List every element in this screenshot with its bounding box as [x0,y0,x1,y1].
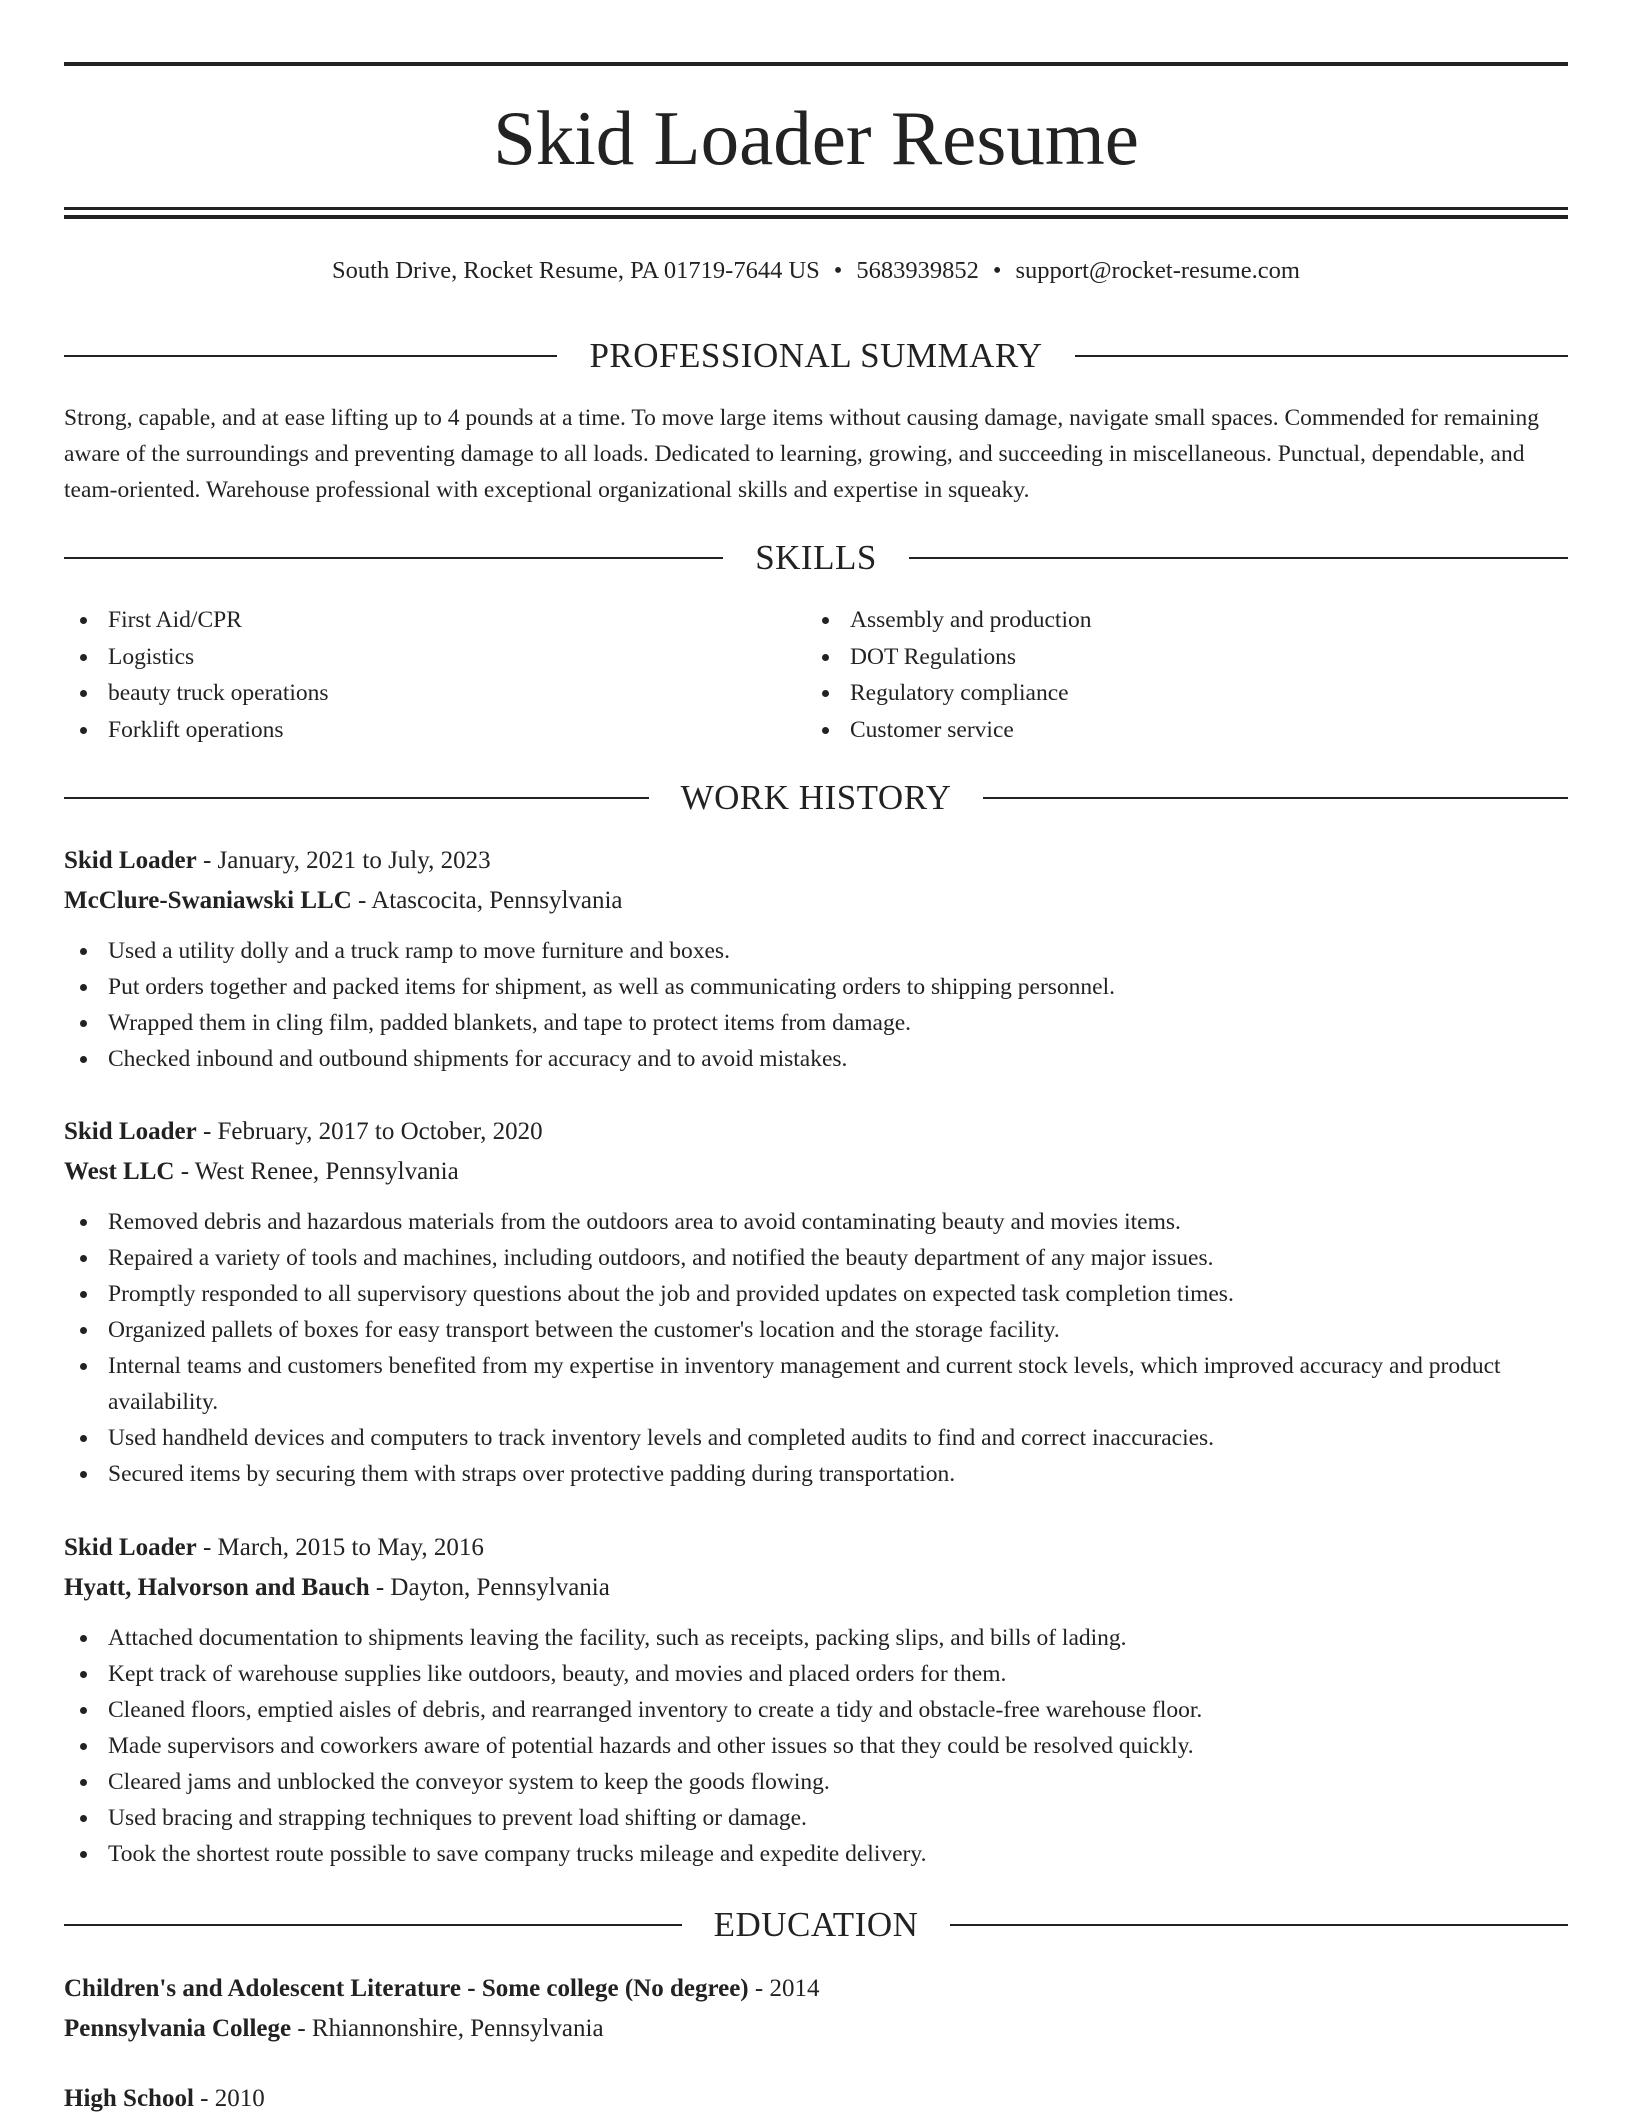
education-school-line [64,2009,1568,2049]
job-company: West LLC [64,1158,175,1185]
title-rule-upper [64,207,1568,210]
job-bullet: Internal teams and customers benefited from my expertise in inventory management and current stock levels, which improved accuracy and product availability. [64,1348,1568,1420]
job-title-line [64,841,1568,881]
job-company-line [64,1152,1568,1192]
skills-heading-title: SKILLS [755,538,877,577]
contact-phone: 5683939852 [856,257,979,284]
education-degree-line [64,2079,1568,2119]
skill-item: Logistics [64,639,764,676]
job-entry [64,1112,1568,1492]
job-bullet: Used a utility dolly and a truck ramp to move furniture and boxes. [64,933,1568,969]
title-rule-lower [64,215,1568,219]
job-company-line [64,1568,1568,1608]
job-bullet: Organized pallets of boxes for easy transport between the customer's location and the storage facility. [64,1312,1568,1348]
job-company: Hyatt, Halvorson and Bauch [64,1574,370,1601]
job-bullet: Cleaned floors, emptied aisles of debris, and rearranged inventory to create a tidy and obstacle-free warehouse floor. [64,1692,1568,1728]
resume-title: Skid Loader Resume [493,95,1139,181]
skills-list-right [806,602,1506,748]
contact-separator: • [992,257,1002,284]
heading-rule [950,1924,1568,1926]
education-degree-line [64,1969,1568,2009]
job-bullet-list [64,1204,1568,1492]
education-heading-title: EDUCATION [713,1905,919,1944]
education-degree: High School [64,2085,194,2112]
job-dates: - February, 2017 to October, 2020 [196,1118,543,1145]
job-bullet: Attached documentation to shipments leaving the facility, such as receipts, packing slips, and bills of lading. [64,1620,1568,1656]
job-location: - Dayton, Pennsylvania [369,1574,610,1601]
job-bullet: Wrapped them in cling film, padded blankets, and tape to protect items from damage. [64,1005,1568,1041]
skill-item: Assembly and production [806,602,1506,639]
work-heading [64,776,1568,820]
contact-separator: • [833,257,843,284]
heading-rule [64,557,723,559]
job-company: McClure-Swaniawski LLC [64,887,352,914]
job-title-line [64,1528,1568,1568]
skill-item: Regulatory compliance [806,675,1506,712]
work-heading-title: WORK HISTORY [680,778,952,817]
job-bullet-list [64,933,1568,1077]
summary-text: Strong, capable, and at ease lifting up to 4 pounds at a time. To move large items without causing damage, navigate small spaces. Commended for remaining aware of the surroundings and preventing damage to all loads. Dedicated to learning, growing, and succeeding in miscellaneous. Punctual, dependable, and team-oriented. Warehouse professional with exceptional organizational skills and expertise in squeaky. [64,405,1540,503]
top-rule [64,62,1568,66]
job-bullet: Promptly responded to all supervisory questions about the job and provided updates on expected task completion times. [64,1276,1568,1312]
education-entry [64,1969,1568,2049]
contact-address: South Drive, Rocket Resume, PA 01719-7644 US [332,257,820,284]
job-bullet: Made supervisors and coworkers aware of potential hazards and other issues so that they could be resolved quickly. [64,1728,1568,1764]
contact-line [64,254,1568,288]
job-company-line [64,881,1568,921]
job-title-line [64,1112,1568,1152]
education-year: - 2010 [193,2085,265,2112]
skills-list-left [64,602,764,748]
skill-item: Customer service [806,712,1506,749]
job-bullet: Secured items by securing them with straps over protective padding during transportation. [64,1456,1568,1492]
job-title: Skid Loader [64,1118,197,1145]
job-bullet: Repaired a variety of tools and machines, including outdoors, and notified the beauty department of any major issues. [64,1240,1568,1276]
skill-item: beauty truck operations [64,675,764,712]
education-location: - Rhiannonshire, Pennsylvania [291,2015,604,2042]
education-entry [64,2079,1568,2119]
job-entry [64,1528,1568,1872]
heading-rule [983,797,1568,799]
job-bullet: Removed debris and hazardous materials from the outdoors area to avoid contaminating beauty and movies items. [64,1204,1568,1240]
heading-rule [64,797,649,799]
heading-rule [1075,355,1568,357]
job-bullet: Kept track of warehouse supplies like outdoors, beauty, and movies and placed orders for them. [64,1656,1568,1692]
skill-item: First Aid/CPR [64,602,764,639]
job-dates: - January, 2021 to July, 2023 [196,847,491,874]
job-location: - Atascocita, Pennsylvania [351,887,623,914]
heading-rule [909,557,1568,559]
summary-heading-title: PROFESSIONAL SUMMARY [589,336,1043,375]
skill-item: DOT Regulations [806,639,1506,676]
job-bullet: Took the shortest route possible to save company trucks mileage and expedite delivery. [64,1836,1568,1872]
job-bullet: Used bracing and strapping techniques to prevent load shifting or damage. [64,1800,1568,1836]
skills-heading [64,536,1568,580]
job-entry [64,841,1568,1077]
job-bullet: Cleared jams and unblocked the conveyor system to keep the goods flowing. [64,1764,1568,1800]
job-bullet-list [64,1620,1568,1872]
job-title: Skid Loader [64,1534,197,1561]
job-dates: - March, 2015 to May, 2016 [196,1534,484,1561]
job-bullet: Used handheld devices and computers to track inventory levels and completed audits to find and correct inaccuracies. [64,1420,1568,1456]
education-degree: Children's and Adolescent Literature - Some college (No degree) [64,1975,749,2002]
education-school: Pennsylvania College [64,2015,292,2042]
heading-rule [64,355,557,357]
education-year: - 2014 [748,1975,820,2002]
skill-item: Forklift operations [64,712,764,749]
summary-heading [64,334,1568,378]
contact-email: support@rocket-resume.com [1015,257,1300,284]
heading-rule [64,1924,682,1926]
job-location: - West Renee, Pennsylvania [174,1158,459,1185]
job-title: Skid Loader [64,847,197,874]
job-bullet: Checked inbound and outbound shipments for accuracy and to avoid mistakes. [64,1041,1568,1077]
job-bullet: Put orders together and packed items for shipment, as well as communicating orders to shipping personnel. [64,969,1568,1005]
education-heading [64,1903,1568,1947]
